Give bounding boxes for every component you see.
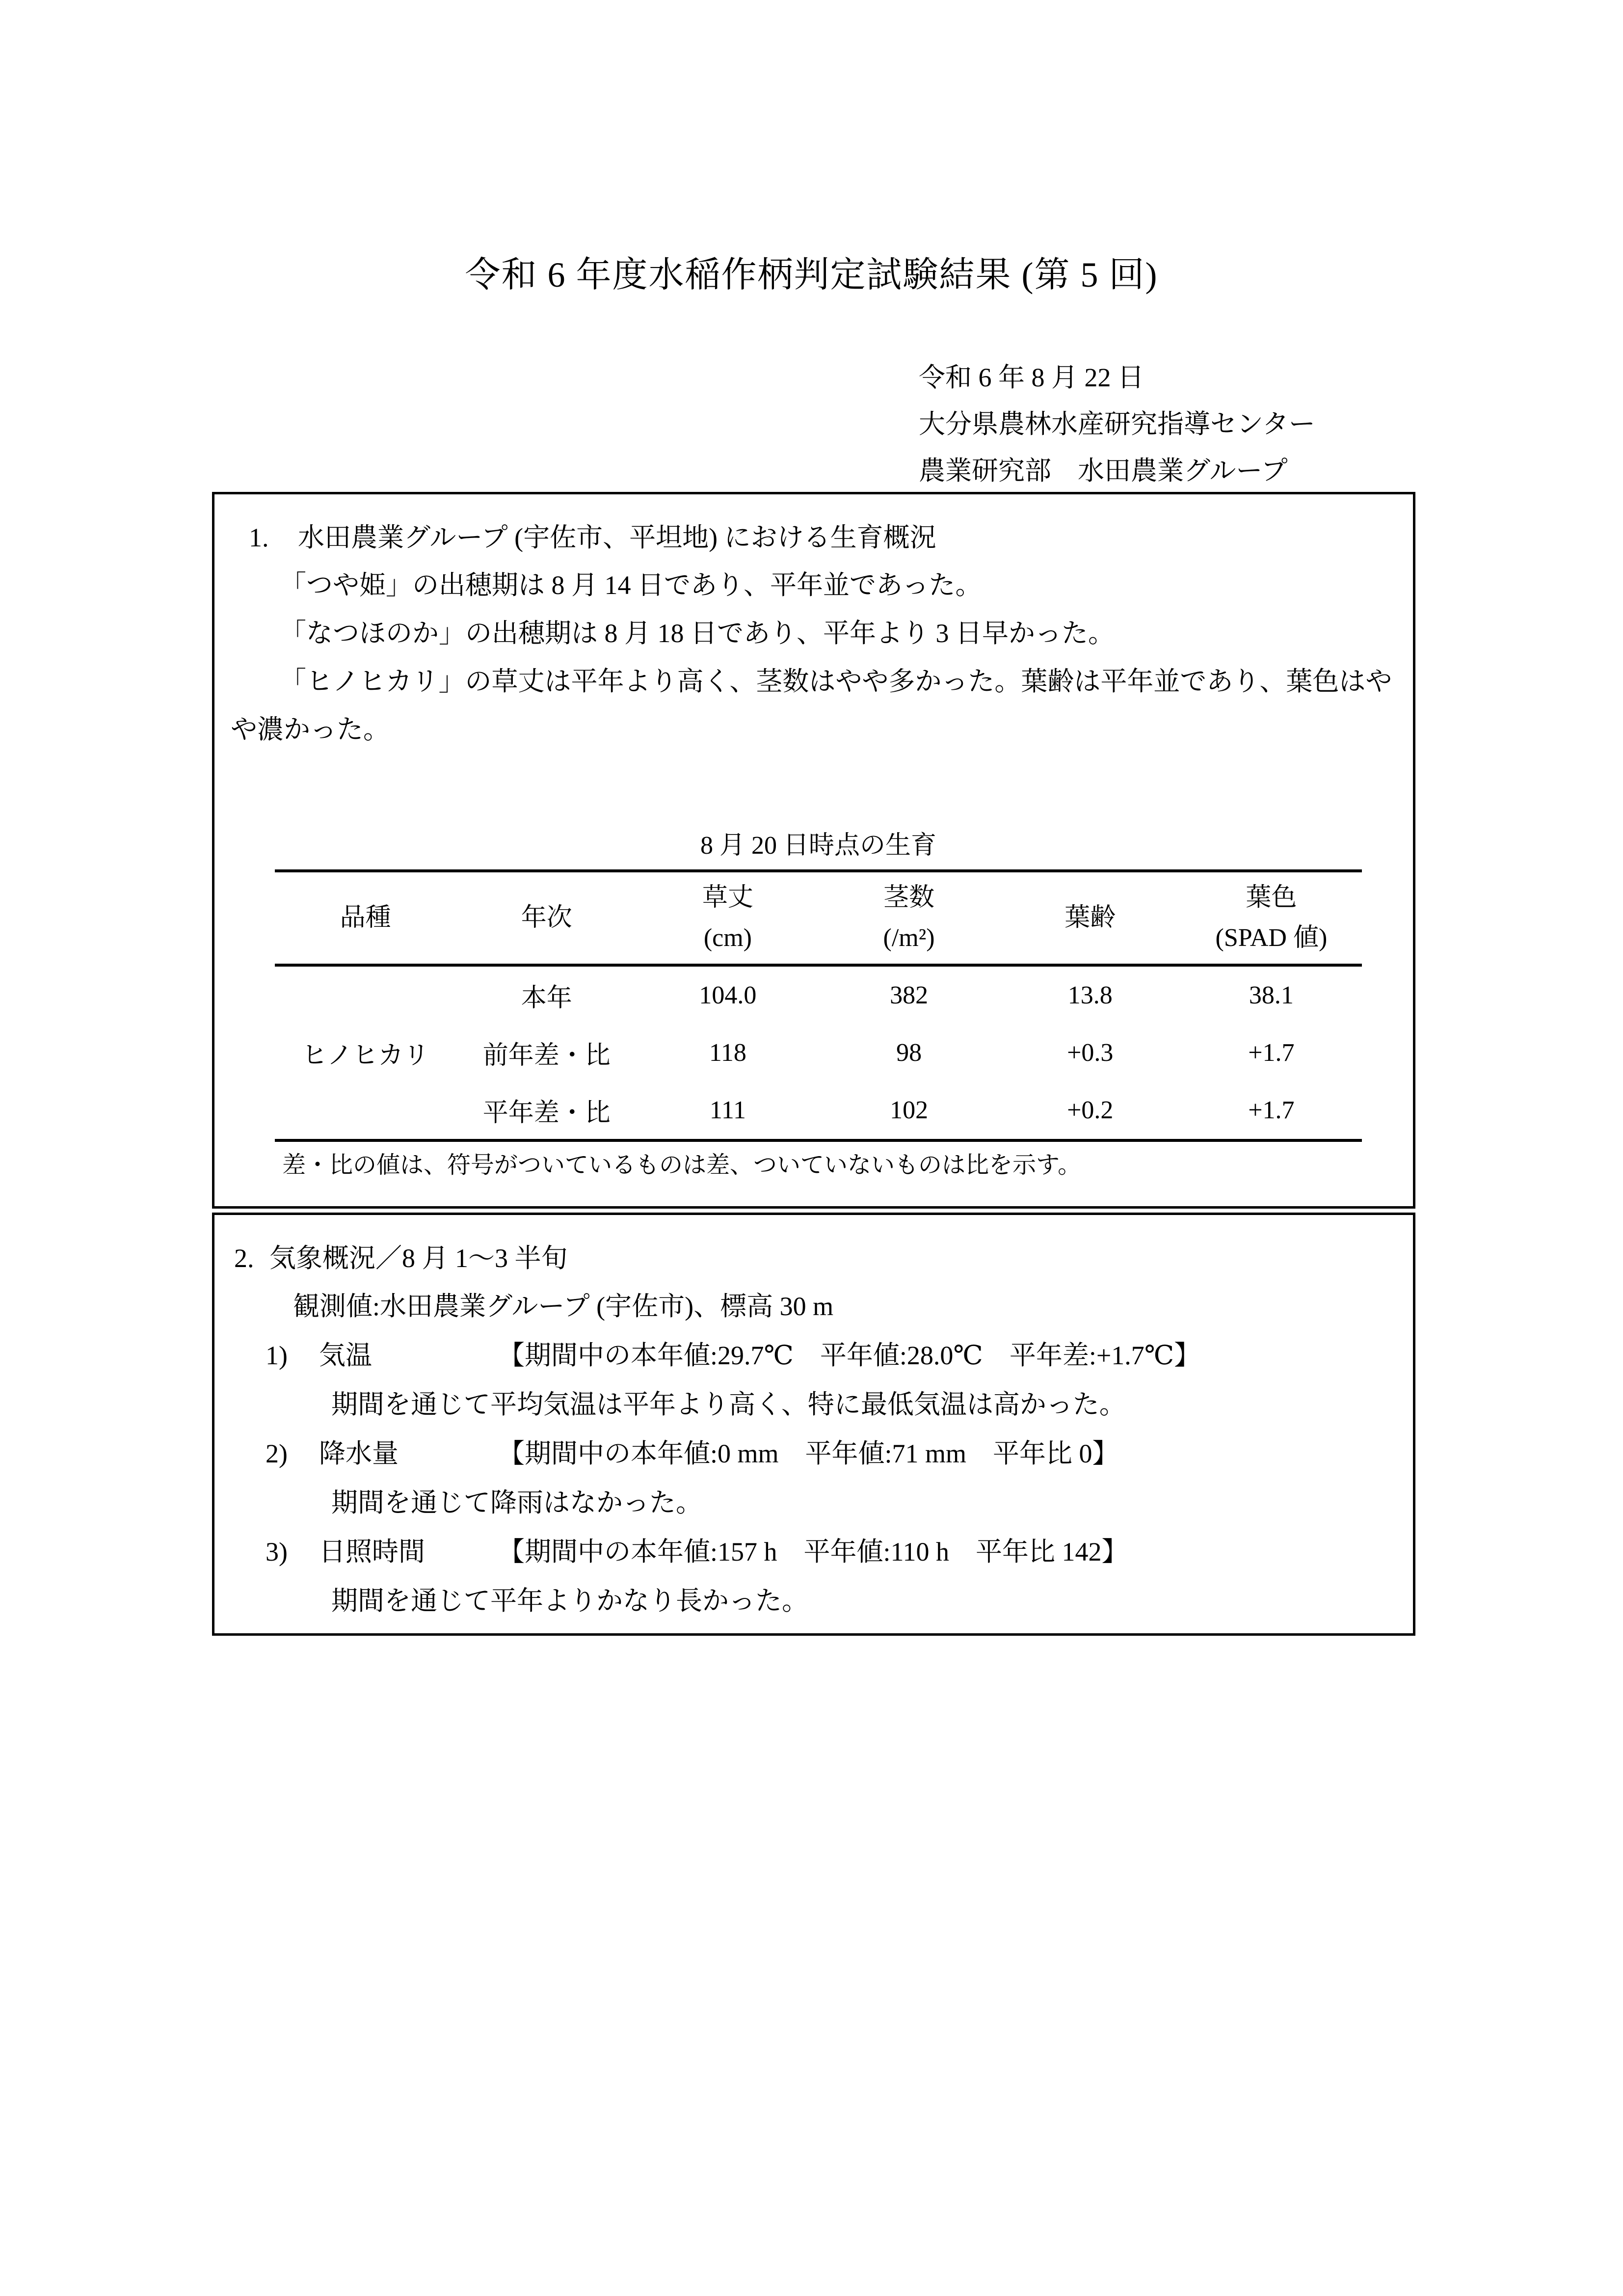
- observation-line: 観測値:水田農業グループ (宇佐市)、標高 30 m: [293, 1292, 834, 1321]
- section1-paragraph-line: 「なつほのか」の出穂期は 8 月 18 日であり、平年より 3 日早かった。: [280, 619, 1115, 648]
- cell-stems: 382: [890, 981, 929, 1009]
- cell-height: 104.0: [699, 981, 757, 1009]
- cell-year: 平年差・比: [482, 1099, 611, 1127]
- section1-number: 1.: [249, 523, 269, 552]
- col-header-year: 年次: [521, 904, 572, 932]
- weather-item-sunshine: [214, 1527, 1413, 1576]
- cell-leaf-color: +1.7: [1248, 1039, 1295, 1067]
- item-label: 降水量: [319, 1439, 399, 1468]
- cell-stems: 102: [890, 1096, 929, 1124]
- issue-date: 令和 6 年 8 月 22 日: [919, 363, 1144, 392]
- weather-item-description: 期間を通じて平年よりかなり長かった。: [331, 1586, 808, 1616]
- weather-item-temperature: [214, 1331, 1413, 1380]
- growth-table-title: 8 月 20 日時点の生育: [700, 832, 936, 860]
- item-number: 3): [266, 1537, 288, 1567]
- cell-year: 本年: [521, 984, 572, 1012]
- weather-item-precipitation: [214, 1429, 1413, 1478]
- dept-name: 農業研究部 水田農業グループ: [919, 456, 1288, 486]
- col-header-stem-count: 茎数 (/m²): [883, 884, 935, 952]
- item-number: 1): [266, 1341, 288, 1370]
- section1-heading-text: 水田農業グループ (宇佐市、平坦地) における生育概況: [298, 523, 936, 552]
- weather-item-description: 期間を通じて降雨はなかった。: [331, 1488, 702, 1517]
- item-values: 【期間中の本年値:0 mm 平年値:71 mm 平年比 0】: [498, 1439, 1119, 1468]
- cell-leaf-color: +1.7: [1248, 1096, 1295, 1124]
- col-header-leaf-color: 葉色 (SPAD 値): [1215, 884, 1328, 952]
- growth-table-header-row: [275, 869, 1362, 967]
- cell-height: 111: [709, 1096, 746, 1124]
- document-meta: [919, 354, 1315, 494]
- section1-heading: [249, 514, 1413, 561]
- cell-leaf-age: +0.2: [1067, 1096, 1114, 1124]
- document-title: 令和 6 年度水稲作柄判定試験結果 (第 5 回): [465, 255, 1158, 295]
- cell-leaf-color: 38.1: [1249, 981, 1294, 1009]
- section2-heading: [234, 1235, 1413, 1282]
- col-header-plant-height: 草丈 (cm): [702, 884, 753, 952]
- section1-box: [212, 492, 1415, 1209]
- section1-paragraph-line: 「ヒノヒカリ」の草丈は平年より高く、茎数はやや多かった。葉齢は平年並であり、葉色はや: [280, 667, 1392, 696]
- item-label: 気温: [319, 1341, 372, 1370]
- item-label: 日照時間: [319, 1537, 425, 1567]
- cell-stems: 98: [896, 1039, 922, 1067]
- item-values: 【期間中の本年値:29.7℃ 平年値:28.0℃ 平年差:+1.7℃】: [498, 1341, 1201, 1370]
- cell-year: 前年差・比: [482, 1042, 611, 1070]
- section2-number: 2.: [234, 1243, 254, 1273]
- col-header-leaf-age: 葉齢: [1064, 904, 1116, 932]
- cell-height: 118: [709, 1039, 746, 1067]
- weather-item-description: 期間を通じて平均気温は平年より高く、特に最低気温は高かった。: [331, 1390, 1126, 1419]
- growth-table: [275, 869, 1362, 1142]
- section2-box: [212, 1213, 1415, 1636]
- section1-paragraph-line: 「つや姫」の出穂期は 8 月 14 日であり、平年並であった。: [280, 570, 982, 600]
- growth-table-note: 差・比の値は、符号がついているものは差、ついていないものは比を示す。: [282, 1152, 1082, 1178]
- org-name: 大分県農林水産研究指導センター: [919, 409, 1315, 439]
- growth-table-body: [275, 967, 1362, 1142]
- cell-leaf-age: +0.3: [1067, 1039, 1114, 1067]
- cell-variety: ヒノヒカリ: [301, 1042, 429, 1070]
- col-header-variety: 品種: [340, 904, 391, 932]
- item-values: 【期間中の本年値:157 h 平年値:110 h 平年比 142】: [498, 1537, 1128, 1567]
- section1-paragraph-line: や濃かった。: [231, 715, 390, 744]
- cell-leaf-age: 13.8: [1067, 981, 1113, 1009]
- section2-heading-text: 気象概況／8 月 1～3 半旬: [269, 1243, 568, 1273]
- item-number: 2): [266, 1439, 288, 1468]
